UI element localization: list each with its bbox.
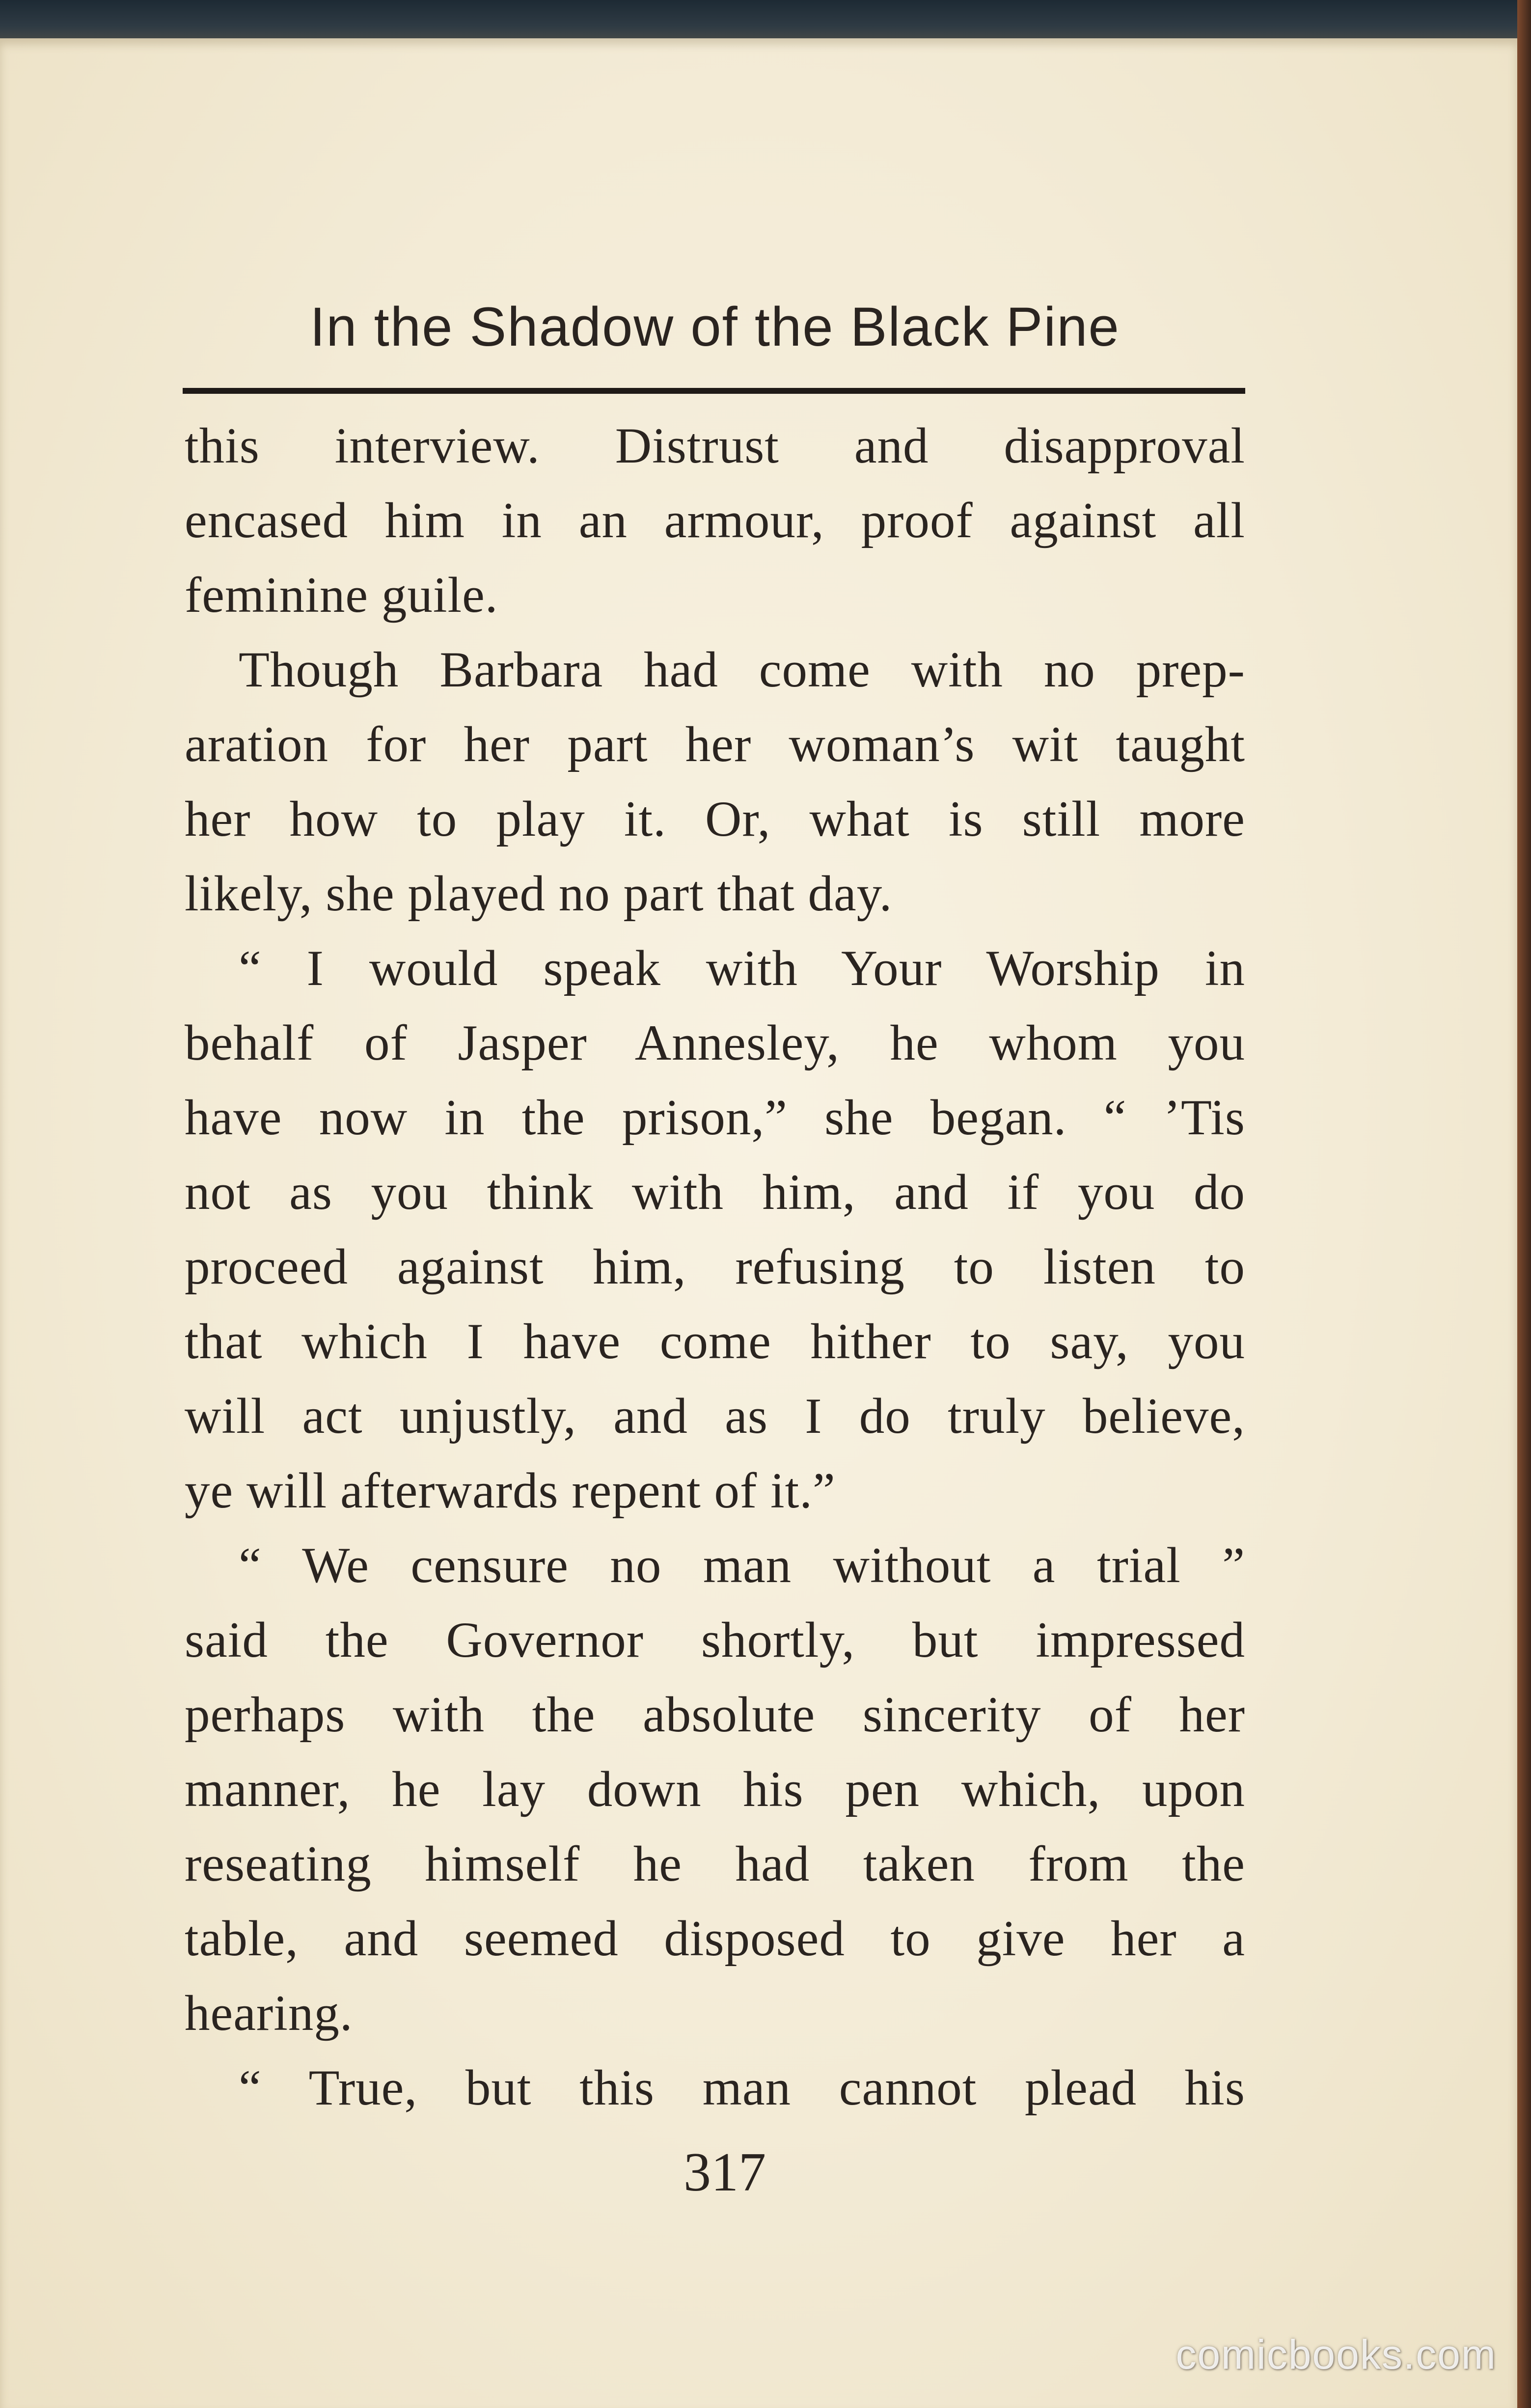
book-cover-edge [0, 0, 1531, 44]
text-line: ye will afterwards repent of it.” [185, 1463, 836, 1519]
text-line: feminine guile. [185, 567, 498, 623]
body-text [185, 409, 1245, 2125]
paragraph [185, 2051, 1245, 2125]
header-rule [183, 388, 1245, 394]
text-line: reseating himself he had taken from the [185, 1836, 1245, 1892]
running-head-title: In the Shadow of the Black Pine [310, 296, 1120, 357]
text-line: “ I would speak with Your Worship in [239, 940, 1245, 996]
paragraph [185, 409, 1245, 632]
paragraph [185, 632, 1245, 931]
text-line: proceed against him, refusing to listen to [185, 1239, 1245, 1295]
text-line: said the Governor shortly, but impressed [185, 1612, 1245, 1668]
paragraph [185, 931, 1245, 1528]
text-line: “ True, but this man cannot plead his [239, 2060, 1245, 2116]
text-line: have now in the prison,” she began. “ ’Tis [185, 1090, 1245, 1146]
watermark: comicbooks.com [1176, 2331, 1497, 2378]
text-line: encased him in an armour, proof against all [185, 493, 1245, 548]
text-line: will act unjustly, and as I do truly believe, [185, 1388, 1245, 1444]
text-line: not as you think with him, and if you do [185, 1164, 1245, 1220]
text-line: likely, she played no part that day. [185, 866, 893, 922]
text-line: manner, he lay down his pen which, upon [185, 1761, 1245, 1817]
page-right-edge [1517, 0, 1531, 2408]
page-number: 317 [683, 2142, 766, 2203]
paragraph [185, 1528, 1245, 2051]
text-line: hearing. [185, 1985, 353, 2041]
text-line: aration for her part her woman’s wit taught [185, 716, 1245, 772]
text-line: this interview. Distrust and disapproval [185, 418, 1245, 474]
text-line: perhaps with the absolute sincerity of her [185, 1687, 1245, 1743]
text-line: her how to play it. Or, what is still more [185, 791, 1245, 847]
text-line: Though Barbara had come with no prep- [239, 642, 1245, 698]
text-line: behalf of Jasper Annesley, he whom you [185, 1015, 1245, 1071]
text-line: “ We censure no man without a trial ” [239, 1537, 1245, 1593]
text-line: table, and seemed disposed to give her a [185, 1911, 1245, 1967]
text-line: that which I have come hither to say, you [185, 1313, 1245, 1369]
